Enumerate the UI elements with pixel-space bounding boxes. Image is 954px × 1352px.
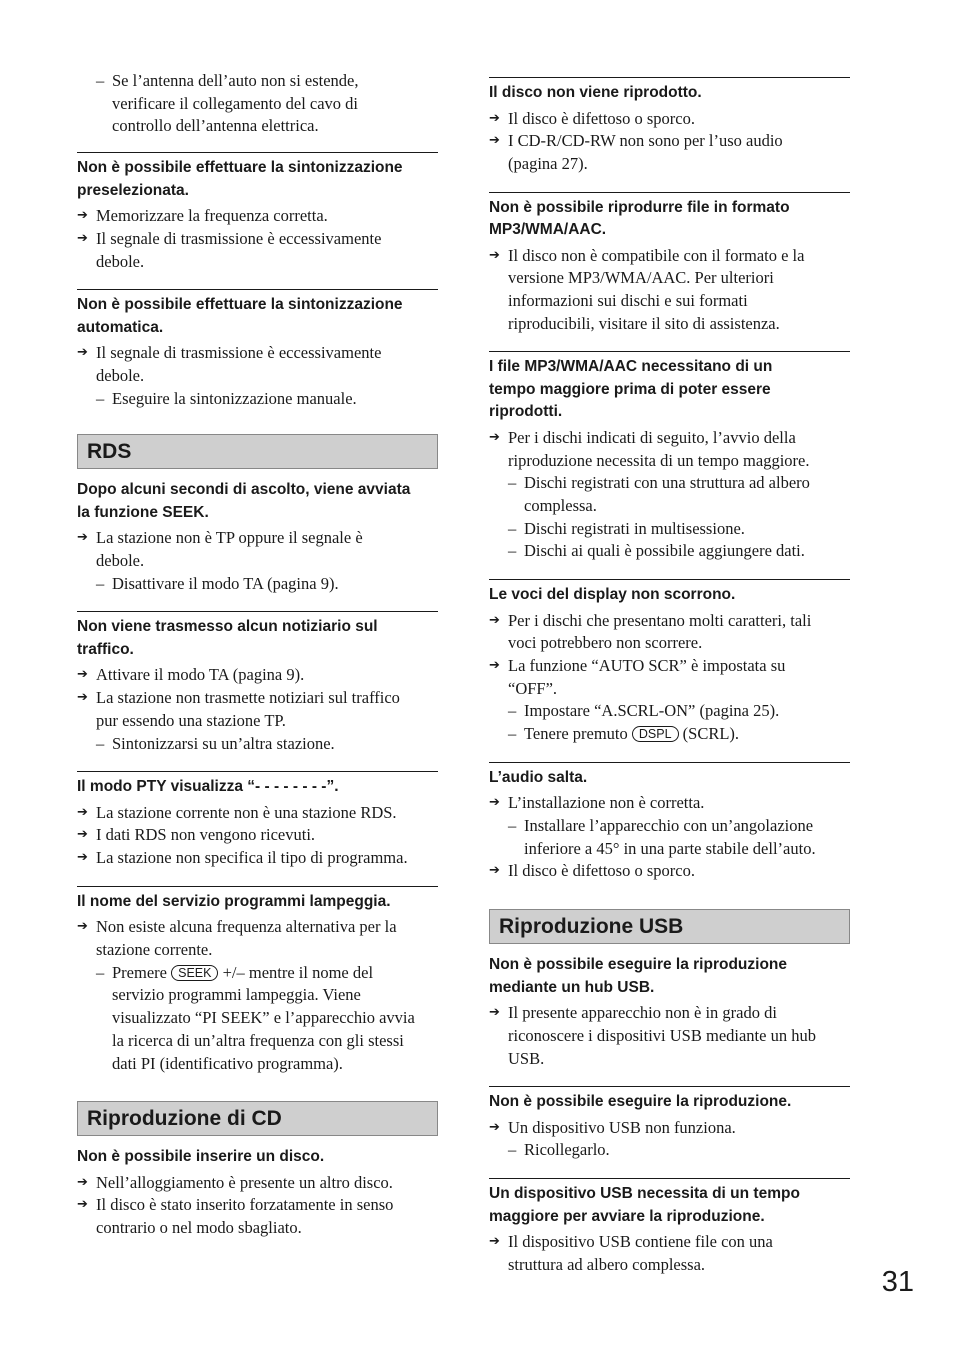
right-column [489, 70, 850, 1293]
dash-icon: – [508, 473, 517, 493]
issue-block [489, 351, 850, 563]
arrow-icon: ➔ [77, 690, 88, 706]
cause-item: ➔ Attivare il modo TA (pagina 9). [77, 664, 438, 687]
issue-heading: Il modo PTY visualizza “- - - - - - - -”. [77, 778, 339, 796]
remedy-item: – Impostare “A.SCRL-ON” (pagina 25). [489, 700, 850, 723]
arrow-icon: ➔ [489, 1119, 500, 1135]
arrow-icon: ➔ [77, 208, 88, 224]
issue-block [77, 771, 438, 870]
dash-icon: – [96, 962, 105, 982]
remedy-item: – Sintonizzarsi su un’altra stazione. [77, 733, 438, 756]
arrow-icon: ➔ [77, 667, 88, 683]
dash-icon: – [508, 1140, 517, 1160]
arrow-icon: ➔ [489, 110, 500, 126]
issue-heading: I file MP3/WMA/AAC necessitano di un tempo maggiore prima di poter essere riprodotti. [489, 358, 773, 421]
cause-item: ➔ Nell’alloggiamento è presente un altro disco. [77, 1172, 438, 1195]
cause-item: ➔ I dati RDS non vengono ricevuti. [77, 824, 438, 847]
issue-heading: Le voci del display non scorrono. [489, 586, 736, 604]
remedy-item: – Eseguire la sintonizzazione manuale. [77, 388, 438, 411]
cause-item: ➔ Il disco non è compatibile con il formato e la versione MP3/WMA/AAC. Per ulteriori informazioni sui dischi e sui formati riproducibili, visitare il sito di assistenza. [489, 245, 805, 333]
cause-item: ➔ Per i dischi indicati di seguito, l’avvio della riproduzione necessita di un tempo maggiore. [489, 427, 810, 470]
arrow-icon: ➔ [489, 658, 500, 674]
issue-block [489, 762, 850, 883]
cause-item: ➔ Il disco è difettoso o sporco. [489, 108, 850, 131]
issue-heading: Il nome del servizio programmi lampeggia. [77, 892, 391, 910]
arrow-icon: ➔ [489, 133, 500, 149]
remedy-item: – Installare l’apparecchio con un’angolazione inferiore a 45° in una parte stabile dell’auto. [508, 816, 816, 858]
issue-heading: Non è possibile eseguire la riproduzione mediante un hub USB. [489, 956, 788, 996]
cause-item: ➔ La stazione non trasmette notiziari sul traffico pur essendo una stazione TP. [77, 688, 400, 730]
dash-icon: – [508, 724, 517, 744]
issue-block [77, 886, 438, 1075]
arrow-icon: ➔ [77, 827, 88, 843]
cause-item: ➔ La stazione non specifica il tipo di programma. [77, 847, 438, 870]
arrow-icon: ➔ [77, 804, 88, 820]
seek-button-icon: SEEK [171, 965, 218, 981]
issue-heading: Il disco non viene riprodotto. [489, 84, 702, 101]
issue-block [77, 611, 438, 755]
arrow-icon: ➔ [489, 863, 500, 879]
cause-item: ➔ La funzione “AUTO SCR” è impostata su “OFF”. [489, 656, 786, 698]
arrow-icon: ➔ [489, 247, 500, 263]
page-number: 31 [881, 1266, 914, 1298]
dash-icon: – [96, 71, 105, 90]
section-title-rds: RDS [77, 434, 438, 469]
remedy-item: – Ricollegarlo. [489, 1139, 850, 1162]
issue-block [489, 77, 850, 176]
remedy-item: – Dischi registrati in multisessione. [489, 518, 850, 541]
cause-item: ➔ Memorizzare la frequenza corretta. [77, 205, 438, 228]
intro-note [77, 70, 438, 138]
cause-item: ➔ Il segnale di trasmissione è eccessivamente debole. [77, 228, 382, 271]
remedy-item: – Dischi ai quali è possibile aggiungere dati. [489, 540, 850, 563]
cause-item: ➔ La stazione non è TP oppure il segnale è debole. [77, 528, 363, 571]
dash-icon: – [508, 816, 517, 836]
remedy-item: – Premere SEEK +/– mentre il nome del servizio programmi lampeggia. Viene visualizzato “PI SEEK” e l’apparecchio avvia la ricerca di un’altra frequenza con gli stessi dati PI (identificativo programma). [96, 962, 415, 1073]
section-title-usb: Riproduzione USB [489, 909, 850, 944]
issue-block [489, 1178, 850, 1276]
dash-icon: – [508, 701, 517, 721]
issue-block [77, 289, 438, 410]
dash-icon: – [508, 518, 517, 538]
issue-heading: Non è possibile effettuare la sintonizzazione automatica. [77, 296, 403, 336]
dash-icon: – [96, 573, 105, 593]
cause-item: ➔ Il segnale di trasmissione è eccessivamente debole. [77, 343, 382, 385]
cause-item: ➔ Per i dischi che presentano molti caratteri, tali voci potrebbero non scorrere. [489, 610, 812, 653]
issue-heading: Un dispositivo USB necessita di un tempo maggiore per avviare la riproduzione. [489, 1185, 800, 1225]
dash-icon: – [508, 541, 517, 561]
issue-block [489, 192, 850, 336]
arrow-icon: ➔ [77, 919, 88, 935]
section-title-cd: Riproduzione di CD [77, 1101, 438, 1136]
cause-item: ➔ L’installazione non è corretta. [489, 792, 850, 815]
arrow-icon: ➔ [77, 345, 88, 361]
remedy-item: – Tenere premuto DSPL (SCRL). [489, 723, 850, 746]
cause-item: ➔ Un dispositivo USB non funziona. [489, 1117, 850, 1140]
arrow-icon: ➔ [77, 1174, 88, 1190]
issue-block [77, 1146, 438, 1240]
cause-item: ➔ I CD-R/CD-RW non sono per l’uso audio (pagina 27). [489, 131, 783, 173]
arrow-icon: ➔ [489, 1005, 500, 1021]
issue-block [489, 1086, 850, 1162]
arrow-icon: ➔ [77, 230, 88, 246]
remedy-item: – Dischi registrati con una struttura ad albero complessa. [508, 473, 810, 516]
dash-item: – Se l’antenna dell’auto non si estende, verificare il collegamento del cavo di controllo dell’antenna elettrica. [96, 71, 359, 136]
issue-block [77, 479, 438, 595]
cause-item: ➔ Il dispositivo USB contiene file con una struttura ad albero complessa. [489, 1232, 773, 1274]
arrow-icon: ➔ [489, 429, 500, 445]
dash-icon: – [96, 388, 105, 408]
cause-item: ➔ La stazione corrente non è una stazione RDS. [77, 802, 438, 825]
arrow-icon: ➔ [77, 850, 88, 866]
issue-heading: Non è possibile inserire un disco. [77, 1148, 325, 1166]
arrow-icon: ➔ [489, 612, 500, 628]
dspl-button-icon: DSPL [632, 726, 679, 742]
cause-item: ➔ Il disco è stato inserito forzatamente in senso contrario o nel modo sbagliato. [77, 1195, 394, 1238]
arrow-icon: ➔ [77, 530, 88, 546]
cause-item: ➔ Non esiste alcuna frequenza alternativa per la stazione corrente. [77, 917, 397, 960]
issue-heading: Non viene trasmesso alcun notiziario sul traffico. [77, 618, 378, 658]
issue-block [489, 954, 850, 1070]
left-column [77, 70, 438, 1256]
arrow-icon: ➔ [489, 795, 500, 811]
issue-heading: Non è possibile effettuare la sintonizzazione preselezionata. [77, 159, 403, 199]
cause-item: ➔ Il presente apparecchio non è in grado di riconoscere i dispositivi USB mediante un hub USB. [489, 1003, 816, 1068]
cause-item: ➔ Il disco è difettoso o sporco. [489, 860, 850, 883]
arrow-icon: ➔ [77, 1197, 88, 1213]
issue-block [77, 152, 438, 273]
issue-heading: Non è possibile riprodurre file in formato MP3/WMA/AAC. [489, 198, 790, 239]
issue-heading: Dopo alcuni secondi di ascolto, viene avviata la funzione SEEK. [77, 481, 411, 521]
dash-icon: – [96, 733, 105, 753]
arrow-icon: ➔ [489, 1234, 500, 1250]
issue-heading: L’audio salta. [489, 768, 588, 786]
issue-heading: Non è possibile eseguire la riproduzione. [489, 1093, 792, 1111]
issue-block [489, 579, 850, 746]
remedy-item: – Disattivare il modo TA (pagina 9). [77, 573, 438, 596]
